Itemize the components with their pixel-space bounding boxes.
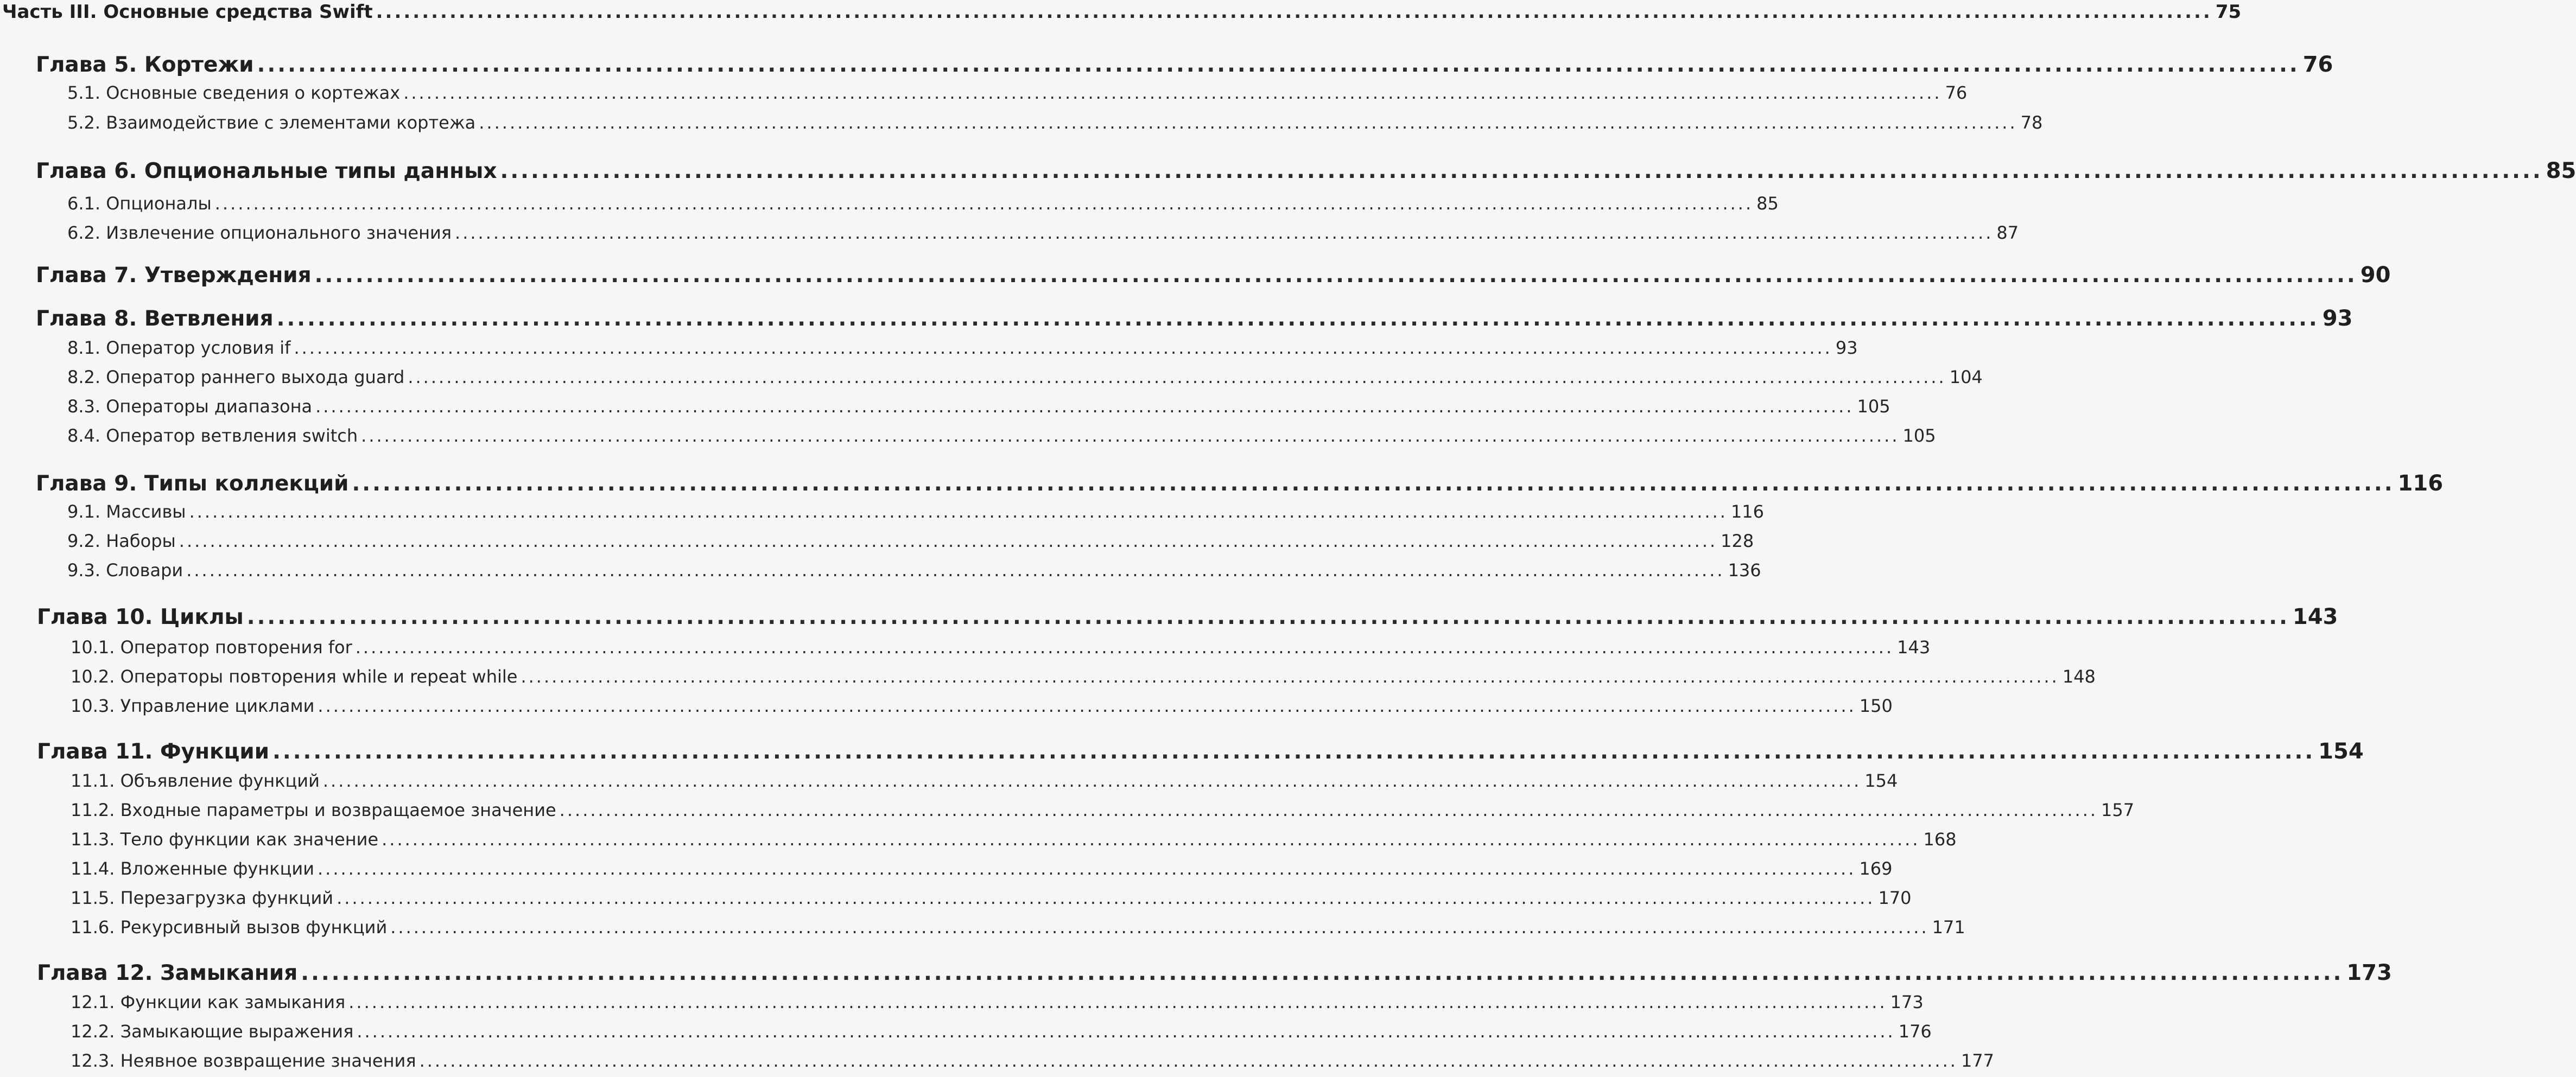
- toc-entry-title: 11.3. Тело функции как значение: [71, 829, 379, 850]
- toc-section: [71, 637, 1931, 661]
- toc-page-number: 90: [2360, 263, 2391, 288]
- toc-entry-title: Глава 8. Ветвления: [36, 307, 274, 331]
- toc-entry-title: Часть III. Основные средства Swift: [2, 1, 373, 23]
- toc-entry-title: 8.2. Оператор раннего выхода guard: [67, 367, 405, 387]
- toc-section: [71, 829, 1957, 853]
- toc-entry-title: 11.2. Входные параметры и возвращаемое значение: [71, 800, 556, 820]
- toc-entry-title: 11.1. Объявление функций: [71, 770, 320, 791]
- toc-page-number: 173: [2346, 960, 2392, 985]
- toc-entry-title: 10.2. Операторы повторения while и repeat while: [71, 666, 518, 687]
- toc-section: [71, 1021, 1932, 1045]
- toc-entry-title: Глава 9. Типы коллекций: [36, 471, 349, 496]
- toc-entry-title: Глава 7. Утверждения: [36, 263, 312, 288]
- toc-entry-title: 6.1. Опционалы: [67, 193, 212, 214]
- toc-section: [71, 696, 1893, 719]
- toc-page-number: 76: [1945, 82, 1968, 103]
- toc-entry-title: 6.2. Извлечение опционального значения: [67, 222, 452, 243]
- toc-page-number: 177: [1960, 1050, 1995, 1071]
- toc-page-number: 143: [2292, 604, 2338, 629]
- dot-leader: ........................................................................................................................................................................................................: [355, 637, 1894, 658]
- dot-leader: ........................................................................................................................................................................................................: [294, 337, 1832, 358]
- dot-leader: ........................................................................................................................................................................................................: [272, 740, 2315, 764]
- toc-section: [71, 666, 2096, 690]
- dot-leader: ........................................................................................................................................................................................................: [348, 992, 1887, 1012]
- toc-entry-title: 9.1. Массивы: [67, 501, 186, 522]
- toc-page-number: 87: [1996, 222, 2019, 243]
- toc-entry-title: 11.5. Перезагрузка функций: [71, 888, 334, 908]
- toc-section: [67, 501, 1765, 525]
- dot-leader: ........................................................................................................................................................................................................: [479, 112, 2017, 133]
- toc-page-number: 150: [1859, 696, 1893, 716]
- toc-page-number: 136: [1728, 560, 1761, 581]
- toc-page-number: 170: [1878, 888, 1912, 908]
- toc-entry-title: 5.2. Взаимодействие с элементами кортежа: [67, 112, 476, 133]
- toc-page-number: 76: [2302, 52, 2333, 77]
- toc-page-number: 75: [2215, 1, 2242, 23]
- toc-part: [2, 1, 2242, 26]
- toc-section: [67, 560, 1761, 584]
- dot-leader: ........................................................................................................................................................................................................: [357, 1021, 1895, 1042]
- toc-entry-title: Глава 5. Кортежи: [36, 53, 254, 77]
- toc-section: [67, 82, 1968, 106]
- toc-chapter: [36, 306, 2353, 333]
- toc-entry-title: Глава 6. Опциональные типы данных: [36, 159, 497, 183]
- dot-leader: ........................................................................................................................................................................................................: [301, 961, 2344, 985]
- toc-entry-title: 11.6. Рекурсивный вызов функций: [71, 917, 388, 938]
- dot-leader: ........................................................................................................................................................................................................: [317, 858, 1856, 879]
- toc-entry-title: 8.3. Операторы диапазона: [67, 396, 313, 417]
- toc-section: [67, 193, 1779, 217]
- toc-page-number: 105: [1902, 425, 1936, 446]
- dot-leader: ........................................................................................................................................................................................................: [246, 605, 2289, 629]
- toc-page-number: 105: [1857, 396, 1890, 417]
- toc-chapter: [36, 263, 2391, 290]
- toc-chapter: [36, 52, 2333, 79]
- toc-section: [67, 396, 1890, 420]
- dot-leader: ........................................................................................................................................................................................................: [455, 222, 1994, 243]
- dot-leader: ........................................................................................................................................................................................................: [403, 82, 1942, 103]
- toc-section: [67, 367, 1983, 391]
- toc-page-number: 78: [2020, 112, 2043, 133]
- toc-page-number: 169: [1859, 858, 1893, 879]
- toc-page-number: 168: [1923, 829, 1957, 850]
- dot-leader: ........................................................................................................................................................................................................: [276, 307, 2319, 331]
- toc-page-number: 176: [1898, 1021, 1932, 1042]
- toc-entry-title: 8.4. Оператор ветвления switch: [67, 425, 358, 446]
- toc-entry-title: 10.1. Оператор повторения for: [71, 637, 352, 658]
- dot-leader: ........................................................................................................................................................................................................: [186, 560, 1725, 581]
- toc-entry-title: 5.1. Основные сведения о кортежах: [67, 82, 401, 103]
- toc-entry-title: 9.2. Наборы: [67, 531, 176, 551]
- toc-entry-title: 9.3. Словари: [67, 560, 183, 581]
- toc-entry-title: 11.4. Вложенные функции: [71, 858, 314, 879]
- toc-chapter: [37, 960, 2392, 987]
- toc-page-number: 85: [2546, 158, 2576, 183]
- dot-leader: ........................................................................................................................................................................................................: [318, 696, 1856, 716]
- toc-page-number: 85: [1756, 193, 1779, 214]
- toc-page-number: 148: [2062, 666, 2096, 687]
- dot-leader: ........................................................................................................................................................................................................: [315, 396, 1854, 417]
- dot-leader: ........................................................................................................................................................................................................: [214, 193, 1754, 214]
- dot-leader: ........................................................................................................................................................................................................: [559, 800, 2098, 820]
- toc-entry-title: 12.1. Функции как замыкания: [71, 992, 346, 1012]
- toc-page-number: 128: [1721, 531, 1754, 551]
- toc-chapter: [37, 739, 2364, 766]
- toc-section: [71, 917, 1965, 941]
- toc-section: [71, 992, 1924, 1016]
- toc-entry-title: 10.3. Управление циклами: [71, 696, 315, 716]
- toc-section: [71, 1050, 1995, 1074]
- toc-section: [67, 112, 2043, 136]
- toc-chapter: [36, 471, 2444, 498]
- toc-section: [67, 531, 1754, 555]
- toc-page-number: 93: [2322, 306, 2353, 331]
- toc-section: [67, 425, 1936, 449]
- toc-page-number: 157: [2101, 800, 2135, 820]
- dot-leader: ........................................................................................................................................................................................................: [257, 53, 2300, 77]
- dot-leader: ........................................................................................................................................................................................................: [376, 1, 2212, 23]
- dot-leader: ........................................................................................................................................................................................................: [179, 531, 1718, 551]
- toc-page-number: 143: [1897, 637, 1931, 658]
- toc-section: [67, 222, 2019, 246]
- toc-entry-title: Глава 11. Функции: [37, 740, 270, 764]
- toc-entry-title: Глава 10. Циклы: [37, 605, 244, 629]
- toc-entry-title: 8.1. Оператор условия if: [67, 337, 291, 358]
- toc-chapter: [36, 158, 2576, 186]
- dot-leader: ........................................................................................................................................................................................................: [314, 263, 2357, 288]
- dot-leader: ........................................................................................................................................................................................................: [521, 666, 2059, 687]
- toc-entry-title: Глава 12. Замыкания: [37, 961, 298, 985]
- dot-leader: ........................................................................................................................................................................................................: [337, 888, 1875, 908]
- dot-leader: ........................................................................................................................................................................................................: [382, 829, 1920, 850]
- toc-page-number: 93: [1835, 337, 1858, 358]
- toc-section: [71, 800, 2135, 824]
- toc-section: [67, 337, 1858, 361]
- toc-section: [71, 770, 1898, 794]
- dot-leader: ........................................................................................................................................................................................................: [408, 367, 1946, 387]
- toc-entry-title: 12.3. Неявное возвращение значения: [71, 1050, 416, 1071]
- toc-section: [71, 888, 1912, 912]
- dot-leader: ........................................................................................................................................................................................................: [352, 471, 2395, 496]
- toc-page-number: 173: [1890, 992, 1924, 1012]
- toc-page-number: 154: [1864, 770, 1898, 791]
- dot-leader: ........................................................................................................................................................................................................: [189, 501, 1728, 522]
- dot-leader: ........................................................................................................................................................................................................: [361, 425, 1900, 446]
- toc-page-number: 116: [2397, 471, 2444, 496]
- toc-entry-title: 12.2. Замыкающие выражения: [71, 1021, 354, 1042]
- toc-page-number: 116: [1730, 501, 1765, 522]
- dot-leader: ........................................................................................................................................................................................................: [390, 917, 1929, 938]
- toc-chapter: [37, 604, 2338, 632]
- toc-section: [71, 858, 1893, 882]
- dot-leader: ........................................................................................................................................................................................................: [500, 159, 2543, 183]
- dot-leader: ........................................................................................................................................................................................................: [322, 770, 1862, 791]
- dot-leader: ........................................................................................................................................................................................................: [419, 1050, 1958, 1071]
- toc-page-number: 154: [2318, 739, 2364, 764]
- toc-page-number: 104: [1949, 367, 1983, 387]
- toc-page-number: 171: [1932, 917, 1965, 938]
